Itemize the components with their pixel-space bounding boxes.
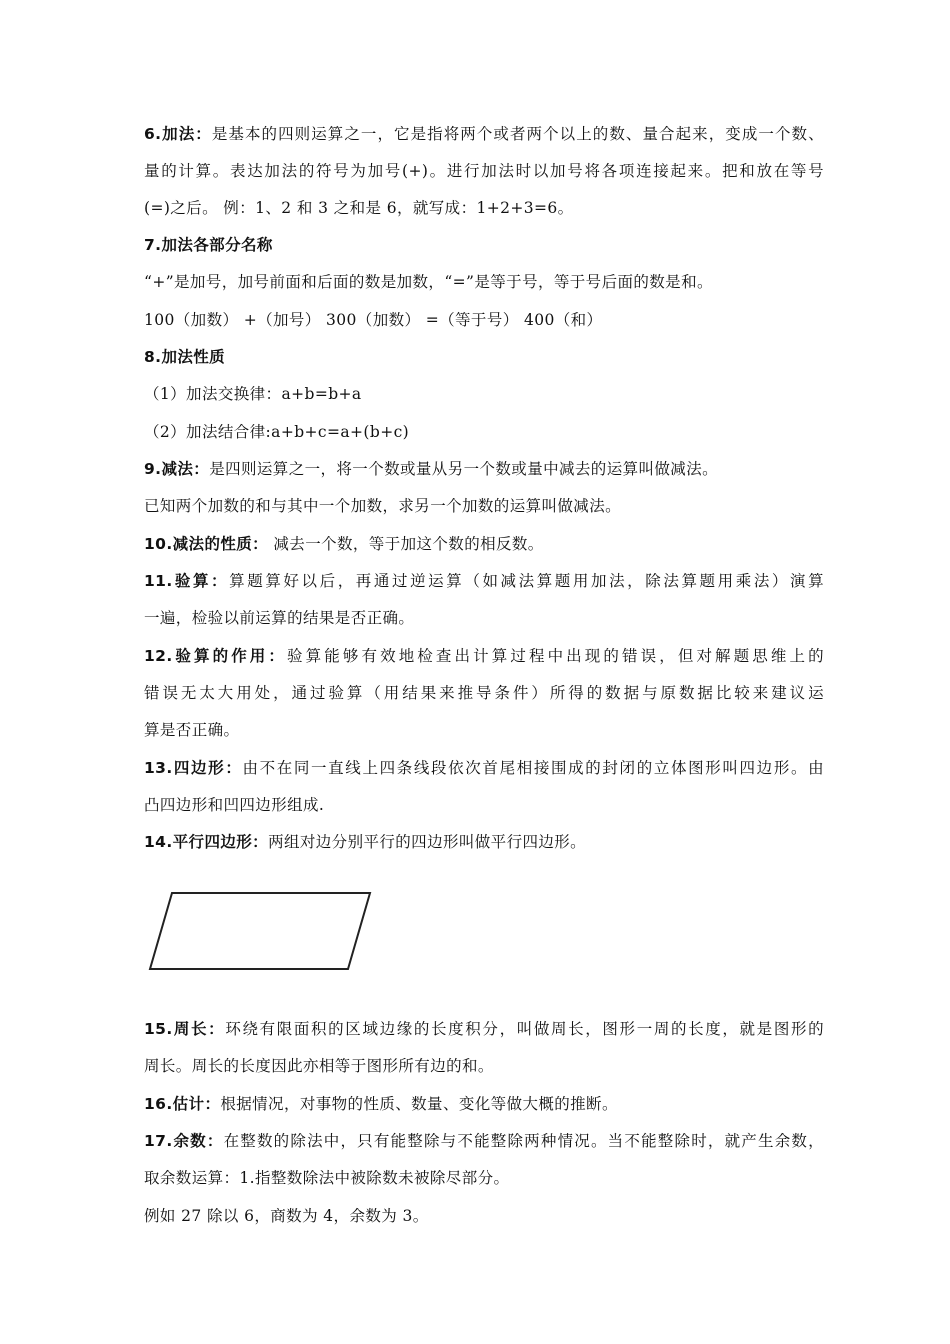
section-17-line-2: 取余数运算：1.指整数除法中被除数未被除尽部分。: [144, 1169, 510, 1187]
section-17-line-1: [144, 1131, 824, 1151]
section-15-text-1: 环绕有限面积的区域边缘的长度积分，叫做周长，图形一周的长度，就是图形的: [225, 1020, 824, 1038]
section-11-line-2: 一遍，检验以前运算的结果是否正确。: [144, 609, 415, 627]
section-8-item-1: （1）加法交换律：a+b=b+a: [144, 385, 362, 403]
section-16-text-1: 根据情况，对事物的性质、数量、变化等做大概的推断。: [220, 1095, 618, 1113]
section-12-line-3: 算是否正确。: [144, 721, 240, 739]
section-13-line-1: [144, 758, 824, 778]
section-15-heading: 15.周长：: [144, 1020, 226, 1038]
section-7-example: 100（加数） +（加号） 300（加数） =（等于号） 400（和）: [144, 311, 603, 329]
parallelogram-shape: [150, 893, 370, 969]
section-6-line-1: [144, 124, 824, 144]
section-12-line-2: 错误无太大用处，通过验算（用结果来推导条件）所得的数据与原数据比较来建议运: [144, 684, 824, 702]
section-13-text-1: 由不在同一直线上四条线段依次首尾相接围成的封闭的立体图形叫四边形。由: [242, 759, 824, 777]
section-7-line-1: “+”是加号，加号前面和后面的数是加数，“=”是等于号，等于号后面的数是和。: [144, 273, 713, 291]
parallelogram-figure: [140, 884, 380, 980]
section-17-heading: 17.余数：: [144, 1132, 224, 1150]
section-16-heading: 16.估计：: [144, 1095, 221, 1113]
section-8-heading: 8.加法性质: [144, 348, 226, 366]
section-15-line-1: [144, 1019, 824, 1039]
section-6-line-3: (=)之后。 例：1、2 和 3 之和是 6，就写成：1+2+3=6。: [144, 199, 574, 217]
section-11-text-1: 算题算好以后，再通过逆运算（如减法算题用加法，除法算题用乘法）演算: [229, 572, 825, 590]
section-10-heading: 10.减法的性质：: [144, 535, 269, 553]
section-12-text-1: 验算能够有效地检查出计算过程中出现的错误，但对解题思维上的: [287, 647, 824, 665]
section-14-line-1: [144, 832, 824, 852]
section-9-text-1: 是四则运算之一，将一个数或量从另一个数或量中减去的运算叫做减法。: [209, 460, 718, 478]
section-9-line-2: 已知两个加数的和与其中一个加数，求另一个加数的运算叫做减法。: [144, 497, 622, 515]
section-17-line-3: 例如 27 除以 6，商数为 4，余数为 3。: [144, 1207, 429, 1225]
section-12-heading: 12.验算的作用：: [144, 647, 288, 665]
section-14-heading: 14.平行四边形：: [144, 833, 269, 851]
section-9-heading: 9.减法：: [144, 460, 210, 478]
section-7-heading: 7.加法各部分名称: [144, 236, 273, 254]
section-13-line-2: 凸四边形和凹四边形组成.: [144, 796, 325, 814]
section-11-heading: 11.验算：: [144, 572, 230, 590]
section-12-line-1: [144, 646, 824, 666]
section-10-text-1: 减去一个数，等于加这个数的相反数。: [268, 535, 544, 553]
section-6-line-2: 量的计算。表达加法的符号为加号(+)。进行加法时以加号将各项连接起来。把和放在等号: [144, 162, 824, 180]
section-6-text-1: 是基本的四则运算之一，它是指将两个或者两个以上的数、量合起来，变成一个数、: [211, 125, 824, 143]
section-9-line-1: [144, 459, 824, 479]
section-13-heading: 13.四边形：: [144, 759, 243, 777]
section-16-line-1: [144, 1094, 824, 1114]
section-11-line-1: [144, 571, 824, 591]
section-15-line-2: 周长。周长的长度因此亦相等于图形所有边的和。: [144, 1057, 494, 1075]
section-14-text-1: 两组对边分别平行的四边形叫做平行四边形。: [268, 833, 587, 851]
section-6-heading: 6.加法：: [144, 125, 212, 143]
section-8-item-2: （2）加法结合律:a+b+c=a+(b+c): [144, 423, 410, 441]
section-10-line-1: [144, 534, 824, 554]
section-17-text-1: 在整数的除法中，只有能整除与不能整除两种情况。当不能整除时，就产生余数，: [223, 1132, 824, 1150]
